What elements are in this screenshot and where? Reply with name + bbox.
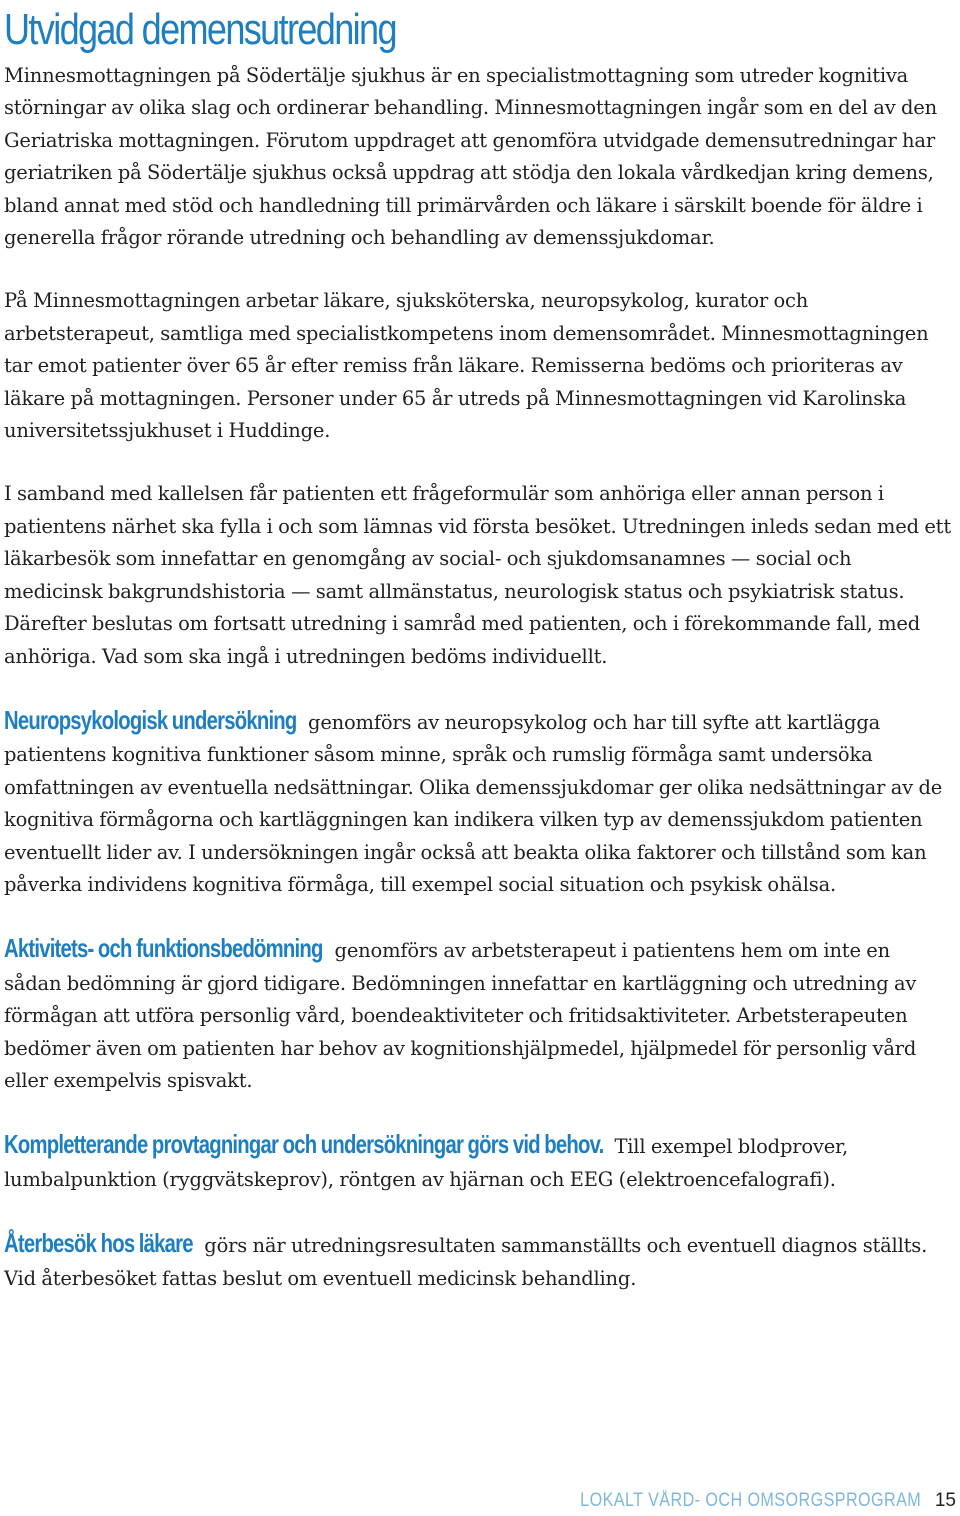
section-lead-activity: Aktivitets- och funktionsbedömning xyxy=(4,933,323,964)
paragraph-text: genomförs av neuropsykolog och har till syfte att kartlägga patientens kognitiva funktioner såsom minne, språk och rumslig förmåga samt undersöka omfattningen av eventuella nedsättningar. Olika demenssjukdomar ger olika nedsättningar av de kognitiva förmågorna och kartläggningen kan indikera vilken typ av demenssjukdom patienten eventuellt lider av. I undersökningen ingår också att beakta olika faktorer och tillstånd som kan påverka individens kognitiva förmåga, till exempel social situation och psykisk ohälsa. xyxy=(4,710,943,896)
paragraph-text: Till exempel blodprover, lumbalpunktion (ryggvätskeprov), röntgen av hjärnan och EEG (elektroencefalografi). xyxy=(4,1135,849,1191)
paragraph-staff xyxy=(4,285,952,447)
body-text xyxy=(4,60,952,1326)
paragraph-follow-up xyxy=(4,1227,952,1295)
paragraph-text: På Minnesmottagningen arbetar läkare, sjuksköterska, neuropsykolog, kurator och arbetsterapeut, samtliga med specialistkompetens inom demensområdet. Minnesmottagningen tar emot patienter över 65 år efter remiss från läkare. Remisserna bedöms och prioriteras av läkare på mottagningen. Personer under 65 år utreds på Minnesmottagningen vid Karolinska universitetssjukhuset i Huddinge. xyxy=(4,289,929,443)
page-footer xyxy=(520,1490,956,1512)
footer-program-label: LOKALT VÅRD- OCH OMSORGSPROGRAM xyxy=(579,1490,921,1511)
paragraph-text: genomförs av arbetsterapeut i patientens hem om inte en sådan bedömning är gjord tidigare. Bedömningen innefattar en kartläggning och utredning av förmågan att utföra personlig vård, boendeaktiviteter och fritidsaktiviteter. Arbetsterapeuten bedömer även om patienten har behov av kognitionshjälpmedel, hjälpmedel för personlig vård eller exempelvis spisvakt. xyxy=(4,939,917,1092)
paragraph-intro xyxy=(4,60,952,254)
section-lead-neuropsychology: Neuropsykologisk undersökning xyxy=(4,704,297,735)
paragraph-activity-assessment xyxy=(4,932,952,1097)
page-number: 15 xyxy=(934,1490,956,1511)
paragraph-supplementary-tests xyxy=(4,1128,952,1196)
paragraph-text: I samband med kallelsen får patienten ett frågeformulär som anhöriga eller annan person i patientens närhet ska fylla i och som lämnas vid första besöket. Utredningen inleds sedan med ett läkarbesök som innefattar en genomgång av social- och sjukdomsanamnes — social och medicinsk bakgrundshistoria — samt allmänstatus, neurologisk status och psykiatrisk status. Därefter beslutas om fortsatt utredning i samråd med patienten, och i förekommande fall, med anhöriga. Vad som ska ingå i utredningen bedöms individuellt. xyxy=(4,482,951,668)
paragraph-text: Minnesmottagningen på Södertälje sjukhus är en specialistmottagning som utreder kognitiva störningar av olika slag och ordinerar behandling. Minnesmottagningen ingår som en del av den Geriatriska mottagningen. Förutom uppdraget att genomföra utvidgade demensutredningar har geriatriken på Södertälje sjukhus också uppdrag att stödja den lokala vårdkedjan kring demens, bland annat med stöd och handledning till primärvården och läkare i särskilt boende för äldre i generella frågor rörande utredning och behandling av demenssjukdomar. xyxy=(4,64,938,250)
paragraph-text: görs när utredningsresultaten sammanställts och eventuell diagnos ställts. Vid återbesöket fattas beslut om eventuell medicinsk behandling. xyxy=(4,1234,928,1290)
page-title: Utvidgad demensutredning xyxy=(4,5,396,54)
section-lead-follow-up: Återbesök hos läkare xyxy=(4,1228,193,1259)
paragraph-procedure xyxy=(4,478,952,672)
paragraph-neuropsychology xyxy=(4,704,952,901)
section-lead-supplementary: Kompletterande provtagningar och undersökningar görs vid behov. xyxy=(4,1129,604,1160)
